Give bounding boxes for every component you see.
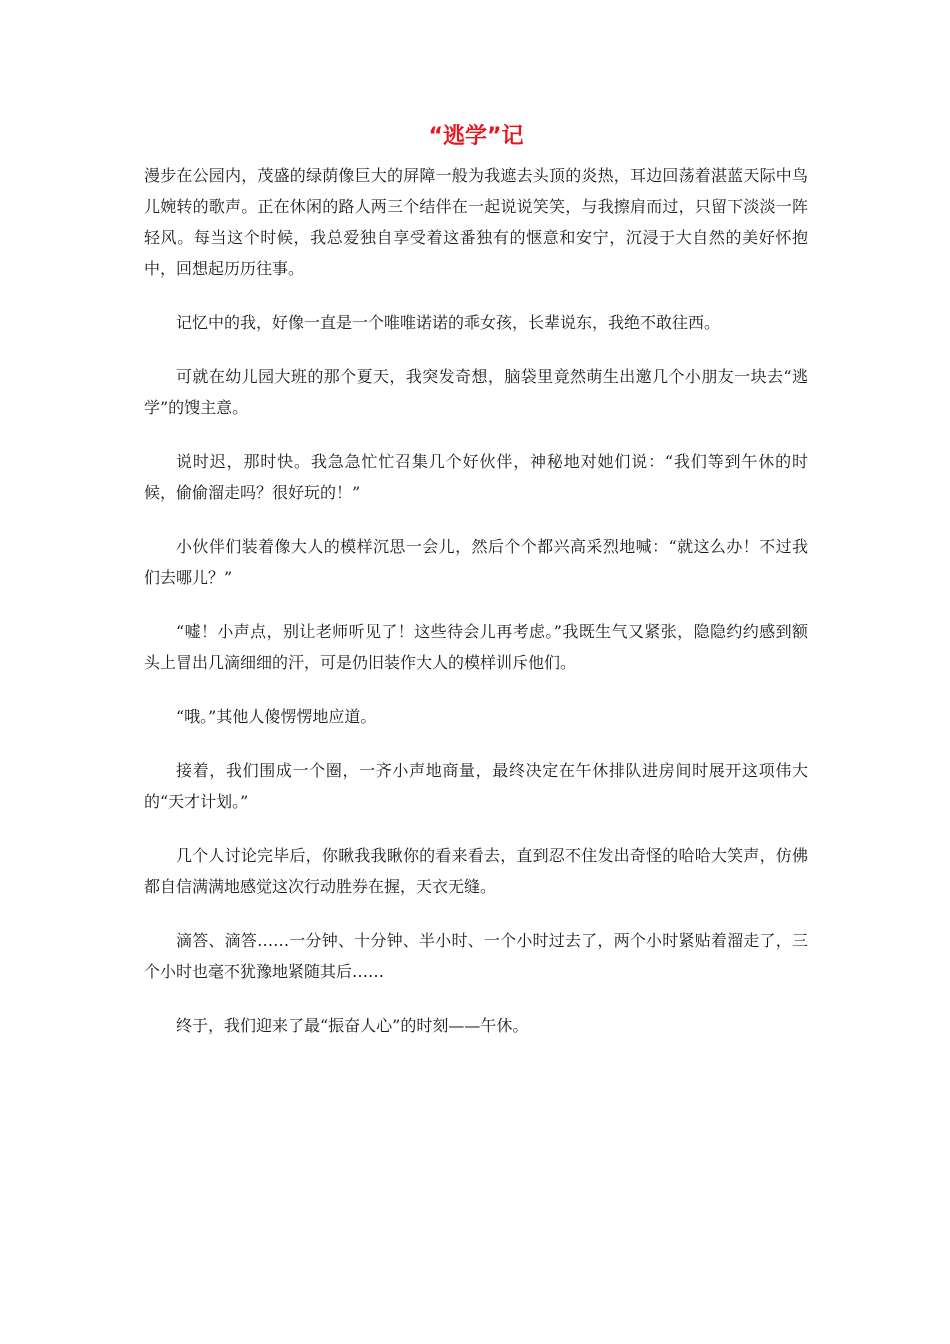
paragraph: 说时迟，那时快。我急急忙忙召集几个好伙伴，神秘地对她们说：“我们等到午休的时候，偷偷溜走吗？很好玩的！” — [144, 452, 808, 502]
paragraph: 接着，我们围成一个圈，一齐小声地商量，最终决定在午休排队进房间时展开这项伟大的“天才计划。” — [144, 761, 808, 811]
paragraph: 滴答、滴答……一分钟、十分钟、半小时、一个小时过去了，两个小时紧贴着溜走了，三个小时也毫不犹豫地紧随其后…… — [144, 931, 808, 981]
document-title: “逃学”记 — [428, 124, 524, 149]
paragraph: 漫步在公园内，茂盛的绿荫像巨大的屏障一般为我遮去头顶的炎热，耳边回荡着湛蓝天际中鸟儿婉转的歌声。正在休闲的路人两三个结伴在一起说说笑笑，与我擦肩而过，只留下淡淡一阵轻风。每当这个时候，我总爱独自享受着这番独有的惬意和安宁，沉浸于大自然的美好怀抱中，回想起历历往事。 — [144, 166, 808, 278]
paragraph: 小伙伴们装着像大人的模样沉思一会儿，然后个个都兴高采烈地喊：“就这么办！不过我们去哪儿？” — [144, 537, 808, 587]
paragraph: “嘘！小声点，别让老师听见了！这些待会儿再考虑。”我既生气又紧张，隐隐约约感到额头上冒出几滴细细的汗，可是仍旧装作大人的模样训斥他们。 — [144, 622, 808, 672]
paragraph: 几个人讨论完毕后，你瞅我我瞅你的看来看去，直到忍不住发出奇怪的哈哈大笑声，仿佛都自信满满地感觉这次行动胜券在握，天衣无缝。 — [144, 846, 808, 896]
paragraph: 记忆中的我，好像一直是一个唯唯诺诺的乖女孩，长辈说东，我绝不敢往西。 — [176, 313, 721, 332]
document-page — [144, 120, 808, 1064]
paragraph: “哦。”其他人傻愣愣地应道。 — [176, 707, 377, 726]
paragraph: 终于，我们迎来了最“振奋人心”的时刻——午休。 — [176, 1016, 529, 1035]
paragraph: 可就在幼儿园大班的那个夏天，我突发奇想，脑袋里竟然萌生出邀几个小朋友一块去“逃学”的馊主意。 — [144, 367, 808, 417]
